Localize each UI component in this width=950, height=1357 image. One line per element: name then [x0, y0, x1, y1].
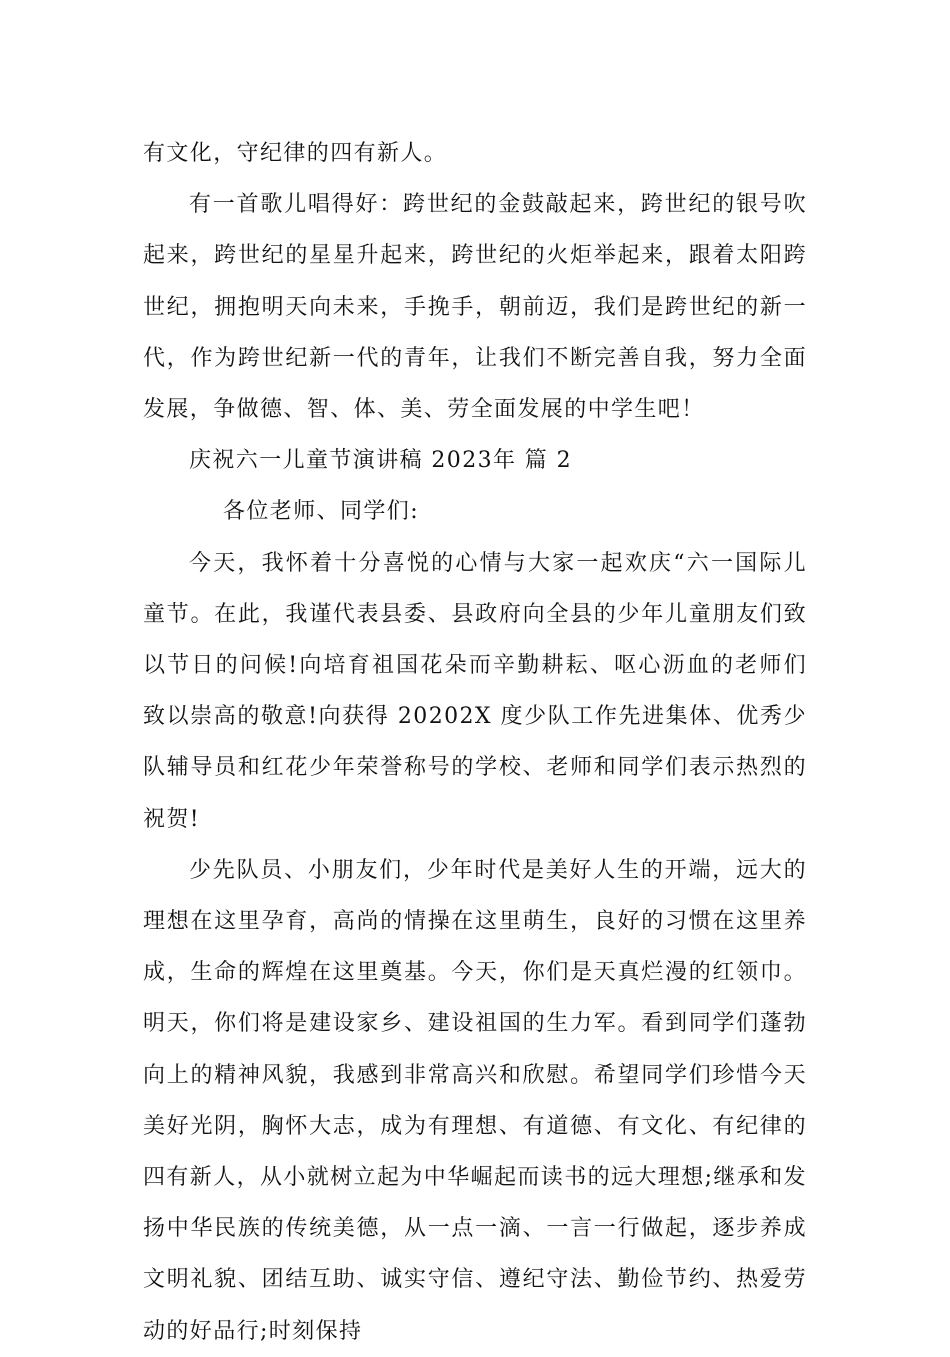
paragraph-greeting: 今天，我怀着十分喜悦的心情与大家一起欢庆“六一国际儿童节。在此，我谨代表县委、县政府向全县的少年儿童朋友们致以节日的问候!向培育祖国花朵而辛勤耕耘、呕心沥血的老师们致以崇高的敬意!向获得 20202X 度少队工作先进集体、优秀少队辅导员和红花少年荣誉称号的学校、老师和同学们表示热烈的祝贺! [143, 550, 807, 832]
paragraph-continuation: 有文化，守纪律的四有新人。 [143, 141, 448, 166]
section-heading: 庆祝六一儿童节演讲稿 2023年 篇 2 [189, 448, 572, 474]
document-body [143, 128, 807, 1357]
paragraph-main: 少先队员、小朋友们，少年时代是美好人生的开端，远大的理想在这里孕育，高尚的情操在这里萌生，良好的习惯在这里养成，生命的辉煌在这里奠基。今天，你们是天真烂漫的红领巾。明天，你们将是建设家乡、建设祖国的生力军。看到同学们蓬勃向上的精神风貌，我感到非常高兴和欣慰。希望同学们珍惜今天美好光阴，胸怀大志，成为有理想、有道德、有文化、有纪律的四有新人，从小就树立起为中华崛起而读书的远大理想;继承和发扬中华民族的传统美德，从一点一滴、一言一行做起，逐步养成文明礼貌、团结互助、诚实守信、遵纪守法、勤俭节约、热爱劳动的好品行;时刻保持 [143, 857, 808, 1344]
paragraph-song: 有一首歌儿唱得好：跨世纪的金鼓敲起来，跨世纪的银号吹起来，跨世纪的星星升起来，跨世纪的火炬举起来，跟着太阳跨世纪，拥抱明天向未来，手挽手，朝前迈，我们是跨世纪的新一代，作为跨世纪新一代的青年，让我们不断完善自我，努力全面发展，争做德、智、体、美、劳全面发展的中学生吧！ [143, 192, 807, 423]
salutation: 各位老师、同学们: [223, 499, 420, 525]
